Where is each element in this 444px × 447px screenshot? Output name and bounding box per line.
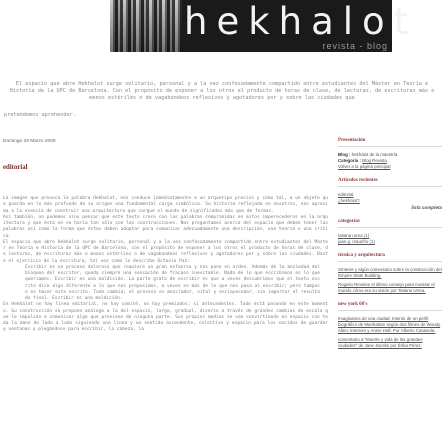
banner-title: hekhalot: [184, 0, 418, 43]
recent-article-link[interactable]: ¿hekhalot?: [338, 198, 360, 203]
post-quote: Escribir es un proceso doloroso que requiere un gran esfuerzo y nos pone en orden. Además de la ansiedad del bloqueo del escritor, queda siempre una sensación de fracaso inevitable. Nada de lo que escribimos es lo que queríamos. Escribir es una maldición. La parte grata de escribir es que a veces descubrimos que el texto escrito dice algo diferente a lo que nos propusimos, a veces es más de lo que nos pasa al escribir; pero tampoco es hacer este escrito. Todo cambia; el proceso es mezclador, vital y enriquecedor, sin importar el resultado final. Escribir es una maldición.: [25, 264, 320, 301]
categoria-link[interactable]: Blog Revista: [362, 158, 387, 163]
category-link[interactable]: juan g. mauriño (1): [338, 239, 375, 244]
blog-value: hekhalot de la maestría: [351, 152, 398, 157]
intro-extra: pretendemos aprehender.: [4, 112, 76, 118]
newyork-article-link[interactable]: Imaginarios de una ciudad. Intento de un perfil biográfico de Manhattan según dos filmes de Woody Allen: Interiors y Annie Hall. Por Alberto Casasola.: [338, 316, 441, 333]
sidebar-heading-categorias: categorías: [338, 219, 442, 228]
post-paragraph: Así también, no podemos sino pensar que este texto crece con las palabras comprimidas en mitos imperecederos en la arquitectura y que ésta no se haría tan sólo con las construcciones. Nos preguntamos acerca del espacio que deben tener las palabras así como la forma que éstas deben adoptar para comunicar adecuadamente una descripción, una teoría o una crítica.: [3, 214, 328, 239]
newyork-article-link[interactable]: comentario a "Muerte y vida de las grandes ciudades" de Jane Jacobs por Érika Pérez.: [338, 337, 423, 348]
full-list-link[interactable]: lista completa: [411, 205, 442, 210]
intro-text: El espacio que abre Hekhalot surge solitario, personal y a la vez confesadamente compartido entre estudiantes del Máster en Teoría e Historia de la UPC de Barcelona. Con el propósito de exponer a los otros el producto de horas de clase, de lecturas, de escrituras más o menos estériles o de vagabundeos reflexivos y agotadores por y sobre las ciudades que: [9, 81, 435, 102]
recent-article-link[interactable]: editorial: [338, 192, 354, 197]
post-title[interactable]: editorial: [3, 164, 28, 171]
blog-banner[interactable]: [110, 0, 418, 52]
sidebar: [338, 138, 442, 349]
post-paragraph: En Hekhalot no hay línea editorial, no hay comité, no hay premiados; sí antecedentes. Todo está pasando en este momento. Su construcción se propone análoga a la del espacio, largo, gradual, diverso a través de grandes cambios de escala que le impulsan a comunicar algo que proviene de ninguna parte. Sus propios medios se van convirtiendo en espacio con toda la mano de lado a lado siguiendo una línea y un sentido ascendente, colectivo y espacio para los nacidos de guardar y ventanas y plegándose para escribir, la cabeza, la: [3, 302, 328, 333]
post-date: Domingo 29 Marzo 2009: [3, 139, 56, 144]
post-paragraph: El espacio que abre Hekhalot surge solitario, personal y a la vez confesadamente compartido entre estudiantes del Máster en Teoría e Historia de la UPC de Barcelona, con el propósito de exponer a los otros el producto de horas de clase, de lecturas, de escrituras más o menos estériles o de vagabundeos reflexivos y agotadores por y sobre las ciudades. Baste el ejercicio de la escritura, tal vez como lo describe Octavio Paz:: [3, 239, 328, 264]
back-home-link[interactable]: Volver a la página principal: [338, 164, 391, 169]
blog-label: Blog :: [338, 152, 351, 157]
categoria-label: Categoría :: [338, 158, 361, 163]
post-paragraph: La imagen que provoca la palabra Hekhalot, nos conduce inmediatamente a un arquetipo preciso y como tal, a un objeto que guarda en lo más profundo de su origen una fundamental carga simbólica. Su historia reflejada en nosotros, nos aproxima a la esencia de construir una arquitectura que cargue el mundo de significados más que de formas.: [3, 196, 328, 214]
tecnica-article-link[interactable]: Síntesis y algún comentario sobre la construcción del Empire State Building.: [338, 267, 442, 278]
banner-photo: [110, 0, 182, 52]
main-column: [3, 138, 328, 334]
banner-subtitle: revista - blog: [322, 41, 388, 51]
sidebar-heading-newyork: new york 60's: [338, 302, 442, 311]
sidebar-heading-tecnica: técnica y arquitectura: [338, 253, 442, 262]
sidebar-heading-presentacion: Presentación: [338, 138, 442, 147]
post-body: [3, 196, 328, 334]
category-link[interactable]: tatiana urrea (1): [338, 233, 370, 238]
sidebar-heading-articulos: Artículos recientes: [338, 178, 442, 187]
tecnica-article-link[interactable]: Rogelio Reveles el último consejo para mostrar el mundo cómo era su visión por Tatiana Urrea.: [338, 282, 435, 293]
